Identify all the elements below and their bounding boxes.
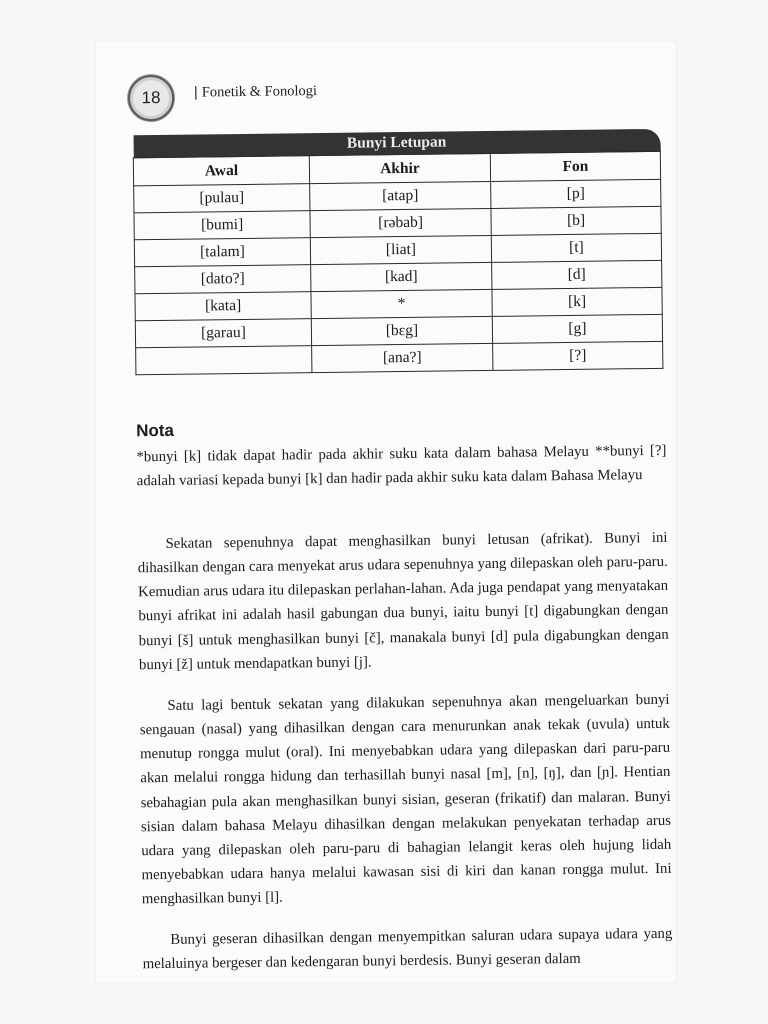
page-content [131, 39, 682, 986]
paragraph-nasal: Satu lagi bentuk sekatan yang dilakukan sepenuhnya akan mengeluarkan bunyi sengauan (nasal) yang dihasilkan dengan cara menurunkan anak tekak (uvula) untuk menutup rongga mulut (oral). Ini menyebabkan udara yang dilepaskan dari paru-paru akan melalui rongga hidung dan terhasillah bunyi nasal [m], [n], [ŋ], dan [ɲ]. Hentian sebahagian pula akan menghasilkan bunyi sisian, geseran (frikatif) dan malaran. Bunyi sisian dalam bahasa Melayu dihasilkan dengan melakukan penyekatan terhadap arus udara yang dilepaskan oleh paru-paru di bahagian lelangit keras oleh hujung lidah menyebabkan udara hanya melalui kawasan sisi di kiri dan kanan rongga mulut. Ini menghasilkan bunyi [l]. [139, 691, 672, 908]
separator: | [193, 84, 198, 101]
column-header-awal: Awal [133, 156, 309, 186]
cell-akhir: [bɛg] [311, 316, 492, 345]
nota-heading: Nota [136, 420, 175, 441]
running-title: Fonetik & Fonologi [201, 83, 318, 101]
cell-awal: [bumi] [134, 211, 310, 240]
cell-awal: [kata] [135, 292, 311, 321]
cell-awal: [pulau] [134, 184, 310, 213]
cell-akhir: [kad] [311, 262, 492, 291]
cell-fon: [?] [493, 341, 663, 370]
cell-akhir: [liat] [310, 235, 491, 264]
cell-fon: [t] [491, 233, 661, 262]
page-number-badge [128, 75, 175, 122]
paragraph-afrikat: Sekatan sepenuhnya dapat menghasilkan bunyi letusan (afrikat). Bunyi ini dihasilkan dengan cara menyekat arus udara sepenuhnya yang dilepaskan oleh paru-paru. Kemudian arus udara itu dilepaskan perlahan-lahan. Ada juga pendapat yang menyatakan bunyi afrikat ini adalah hasil gabungan dua bunyi, iaitu bunyi [t] digabungkan dengan bunyi [š] untuk menghasilkan bunyi [č], manakala bunyi [d] pula digabungkan dengan bunyi [ž] untuk mendapatkan bunyi [j]. [137, 529, 669, 674]
column-header-akhir: Akhir [309, 153, 490, 183]
nota-text: *bunyi [k] tidak dapat hadir pada akhir suku kata dalam bahasa Melayu **bunyi [?] adalah variasi kepada bunyi [k] dan hadir pada akhir suku kata dalam Bahasa Melayu [136, 442, 667, 490]
cell-awal: [garau] [135, 319, 311, 348]
cell-awal [136, 346, 312, 375]
bunyi-letupan-table [133, 129, 664, 375]
table-title: Bunyi Letupan [133, 129, 660, 158]
cell-fon: [g] [492, 314, 662, 343]
cell-fon: [b] [491, 206, 661, 235]
cell-awal: [dato?] [135, 265, 311, 294]
paragraph-geseran: Bunyi geseran dihasilkan dengan menyempitkan saluran udara supaya udara yang melaluinya bergeser dan kedengaran bunyi berdesis. Bunyi geseran dalam [142, 925, 673, 973]
cell-akhir: * [311, 289, 492, 318]
cell-fon: [d] [492, 260, 662, 289]
book-page [96, 42, 676, 982]
table-row [136, 341, 663, 374]
cell-fon: [p] [491, 179, 661, 208]
cell-fon: [k] [492, 287, 662, 316]
cell-akhir: [ana?] [312, 343, 493, 372]
cell-akhir: [atap] [310, 181, 491, 210]
running-head [194, 83, 317, 102]
page-number: 18 [141, 87, 161, 108]
cell-akhir: [rəbab] [310, 208, 491, 237]
cell-awal: [talam] [134, 238, 310, 267]
column-header-fon: Fon [490, 151, 660, 181]
